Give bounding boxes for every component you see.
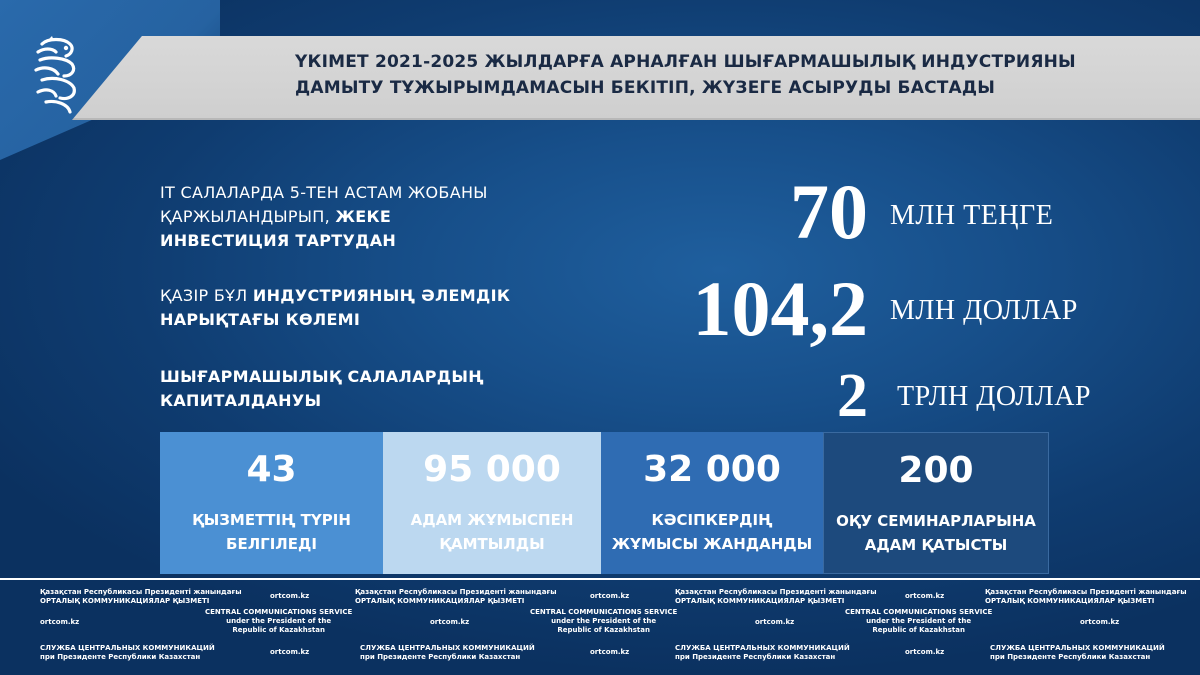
stat-2-line-2: НАРЫҚТАҒЫ КӨЛЕМІ xyxy=(160,310,361,329)
stat-label-2 xyxy=(160,284,580,332)
stat-box-1-desc xyxy=(160,508,383,556)
footer-kz-3: Қазақстан Республикасы Президенті жанындағы ОРТАЛЫҚ КОММУНИКАЦИЯЛАР ҚЫЗМЕТІ xyxy=(675,588,877,605)
footer-en-2: CENTRAL COMMUNICATIONS SERVICE under the President of the Republic of Kazakhstan xyxy=(530,608,678,634)
footer-ru-3: СЛУЖБА ЦЕНТРАЛЬНЫХ КОММУНИКАЦИЙ при Президенте Республики Казахстан xyxy=(675,644,850,661)
stat-2-line-1 xyxy=(160,284,580,308)
footer-site-9: ortcom.kz xyxy=(590,648,630,656)
stat-3-line-1: ШЫҒАРМАШЫЛЫҚ САЛАЛАРДЫҢ xyxy=(160,367,484,386)
snow-leopard-emblem-icon xyxy=(28,36,84,118)
stat-box-2-desc-line-1: АДАМ ЖҰМЫСПЕН xyxy=(410,511,574,529)
stat-1-line-2-bold: ЖЕКЕ xyxy=(335,207,392,226)
footer-site-8: ortcom.kz xyxy=(270,648,310,656)
stat-box-3-desc-line-2: ЖҰМЫСЫ ЖАНДАНДЫ xyxy=(611,535,813,553)
footer-site-10: ortcom.kz xyxy=(905,648,945,656)
footer-en-3: CENTRAL COMMUNICATIONS SERVICE under the President of the Republic of Kazakhstan xyxy=(845,608,993,634)
stat-box-2 xyxy=(383,432,601,574)
stat-box-2-desc xyxy=(383,508,601,556)
stat-box-4 xyxy=(823,432,1049,574)
stat-1-line-2 xyxy=(160,205,580,229)
footer-kz-1: Қазақстан Республикасы Президенті жанындағы ОРТАЛЫҚ КОММУНИКАЦИЯЛАР ҚЫЗМЕТІ xyxy=(40,588,242,605)
stat-box-3-number: 32 000 xyxy=(643,449,781,490)
stat-2-unit: МЛН ДОЛЛАР xyxy=(890,295,1078,326)
stat-3-unit: ТРЛН ДОЛЛАР xyxy=(897,381,1091,412)
footer-divider xyxy=(0,578,1200,580)
footer-site-4: ortcom.kz xyxy=(40,618,80,626)
footer-ru-1: СЛУЖБА ЦЕНТРАЛЬНЫХ КОММУНИКАЦИЙ при Президенте Республики Казахстан xyxy=(40,644,215,661)
stat-box-4-desc-line-1: ОҚУ СЕМИНАРЛАРЫНА xyxy=(836,512,1036,530)
stat-box-2-desc-line-2: ҚАМТЫЛДЫ xyxy=(439,535,545,553)
page-title xyxy=(295,49,1115,101)
stat-2-line-1-bold: ИНДУСТРИЯНЫҢ ӘЛЕМДІК xyxy=(252,286,511,305)
footer-ru-4: СЛУЖБА ЦЕНТРАЛЬНЫХ КОММУНИКАЦИЙ при Президенте Республики Казахстан xyxy=(990,644,1165,661)
footer-site-3: ortcom.kz xyxy=(905,592,945,600)
footer-en-1: CENTRAL COMMUNICATIONS SERVICE under the President of the Republic of Kazakhstan xyxy=(205,608,353,634)
stat-box-3 xyxy=(601,432,823,574)
stat-box-2-number: 95 000 xyxy=(423,449,561,490)
stat-box-1-desc-line-1: ҚЫЗМЕТТІҢ ТҮРІН xyxy=(192,511,351,529)
footer-watermark xyxy=(0,582,1200,675)
footer-ru-2: СЛУЖБА ЦЕНТРАЛЬНЫХ КОММУНИКАЦИЙ при Президенте Республики Казахстан xyxy=(360,644,535,661)
footer-site-2: ortcom.kz xyxy=(590,592,630,600)
stat-2-number: 104,2 xyxy=(692,265,868,352)
stat-box-1-number: 43 xyxy=(246,449,297,490)
stat-2-line-1-plain: ҚАЗІР БҰЛ xyxy=(160,286,253,305)
stat-box-1-desc-line-2: БЕЛГІЛЕДІ xyxy=(226,535,317,553)
stat-box-4-desc xyxy=(824,509,1048,557)
stat-1-line-2-plain: ҚАРЖЫЛАНДЫРЫП, xyxy=(160,207,336,226)
stat-1-unit: МЛН ТЕҢГЕ xyxy=(890,200,1054,231)
footer-site-7: ortcom.kz xyxy=(1080,618,1120,626)
stat-box-4-desc-line-2: АДАМ ҚАТЫСТЫ xyxy=(864,536,1008,554)
stat-box-3-desc-line-1: КӘСІПКЕРДІҢ xyxy=(651,511,773,529)
stat-box-3-desc xyxy=(601,508,823,556)
stat-label-1 xyxy=(160,181,580,253)
title-line-1: ҮКІМЕТ 2021-2025 ЖЫЛДАРҒА АРНАЛҒАН ШЫҒАРМАШЫЛЫҚ ИНДУСТРИЯНЫ xyxy=(295,52,1076,72)
stat-box-4-number: 200 xyxy=(898,450,974,491)
stat-1-line-3: ИНВЕСТИЦИЯ ТАРТУДАН xyxy=(160,231,397,250)
footer-kz-4: Қазақстан Республикасы Президенті жанындағы ОРТАЛЫҚ КОММУНИКАЦИЯЛАР ҚЫЗМЕТІ xyxy=(985,588,1187,605)
title-line-2: ДАМЫТУ ТҰЖЫРЫМДАМАСЫН БЕКІТІП, ЖҮЗЕГЕ АСЫРУДЫ БАСТАДЫ xyxy=(295,78,996,98)
stat-box-1 xyxy=(160,432,383,574)
footer-site-5: ortcom.kz xyxy=(430,618,470,626)
stat-3-number: 2 xyxy=(837,362,868,430)
stat-label-3 xyxy=(160,365,580,413)
footer-kz-2: Қазақстан Республикасы Президенті жанындағы ОРТАЛЫҚ КОММУНИКАЦИЯЛАР ҚЫЗМЕТІ xyxy=(355,588,557,605)
stat-1-line-1: IT САЛАЛАРДА 5-ТЕН АСТАМ ЖОБАНЫ xyxy=(160,183,488,202)
stat-3-line-2: КАПИТАЛДАНУЫ xyxy=(160,391,322,410)
stat-1-number: 70 xyxy=(790,168,868,255)
footer-site-1: ortcom.kz xyxy=(270,592,310,600)
footer-site-6: ortcom.kz xyxy=(755,618,795,626)
